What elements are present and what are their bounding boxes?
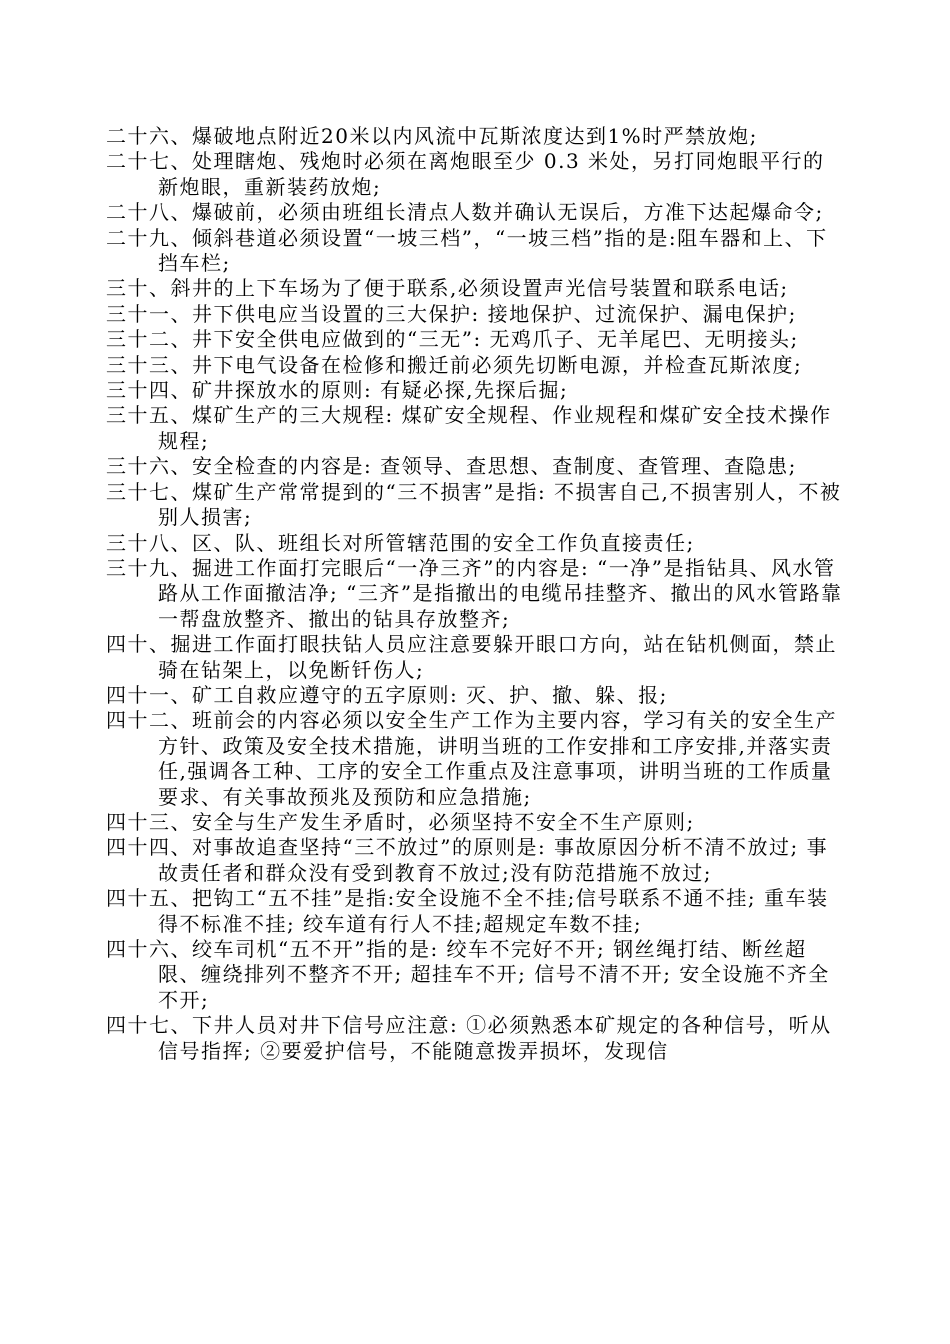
item-number: 二十六、	[106, 124, 192, 148]
list-item	[106, 200, 846, 225]
item-number: 二十八、	[106, 200, 192, 225]
item-number: 四十一、	[106, 682, 192, 707]
item-number: 三十五、	[106, 403, 192, 428]
list-item	[106, 632, 846, 683]
item-text: 爆破前，必须由班组长清点人数并确认无误后，方准下达起爆命令;	[192, 200, 824, 225]
list-item	[106, 835, 846, 886]
item-text: 安全与生产发生矛盾时，必须坚持不安全不生产原则;	[192, 809, 695, 834]
list-item	[106, 302, 846, 327]
item-number: 三十二、	[106, 327, 192, 352]
list-item	[106, 353, 846, 378]
item-text: 对事故追查坚持“三不放过”的原则是: 事故原因分析不清不放过; 事故责任者和群众没有受到教育不放过;没有防范措施不放过;	[158, 835, 829, 885]
list-item	[106, 556, 846, 632]
item-number: 三十、	[106, 276, 171, 301]
list-item	[106, 226, 846, 277]
item-number: 三十八、	[106, 530, 192, 555]
item-text: 绞车司机“五不开”指的是: 绞车不完好不开; 钢丝绳打结、断丝超限、缠绕排列不整齐不开; 超挂车不开; 信号不清不开; 安全设施不齐全不开;	[158, 937, 830, 1012]
item-text: 煤矿生产常常提到的“三不损害”是指: 不损害自己,不损害别人，不被别人损害;	[158, 479, 842, 530]
item-number: 三十一、	[106, 301, 192, 326]
item-text: 煤矿生产的三大规程: 煤矿安全规程、作业规程和煤矿安全技术操作规程;	[158, 403, 832, 453]
list-item	[106, 124, 846, 149]
item-text: 掘进工作面打眼扶钻人员应注意要躲开眼口方向，站在钻机侧面，禁止骑在钻架上，以免断钎伤人;	[158, 632, 837, 682]
list-item	[106, 708, 846, 810]
list-item	[106, 1013, 846, 1064]
item-text: 矿工自救应遵守的五字原则: 灭、护、撤、躲、报;	[192, 682, 668, 707]
item-number: 四十四、	[106, 835, 192, 860]
list-item	[106, 149, 846, 200]
item-number: 四十三、	[106, 809, 192, 834]
item-number: 三十四、	[106, 378, 192, 403]
item-number: 四十七、	[106, 1013, 192, 1038]
list-item	[106, 683, 846, 708]
list-item	[106, 937, 846, 1013]
item-number: 四十二、	[106, 708, 192, 733]
list-item	[106, 480, 846, 531]
list-item	[106, 810, 846, 835]
list-item	[106, 886, 846, 937]
item-text: 井下供电应当设置的三大保护: 接地保护、过流保护、漏电保护;	[192, 301, 797, 326]
item-number: 四十五、	[106, 886, 192, 911]
item-text: 把钩工“五不挂”是指:安全设施不全不挂;信号联系不通不挂; 重车装得不标准不挂; 绞车道有行人不挂;超规定车数不挂;	[158, 886, 829, 936]
item-text: 井下安全供电应做到的“三无”: 无鸡爪子、无羊尾巴、无明接头;	[192, 327, 799, 352]
list-item	[106, 327, 846, 352]
item-text: 区、队、班组长对所管辖范围的安全工作负直接责任;	[192, 530, 695, 555]
item-text: 掘进工作面打完眼后“一净三齐”的内容是: “一净”是指钻具、风水管路从工作面撤洁净; “三齐”是指撤出的电缆吊挂整齐、撤出的风水管路靠一帮盘放整齐、撤出的钻具存放整齐;	[158, 555, 843, 631]
item-number: 三十六、	[106, 454, 192, 479]
item-text: 处理瞎炮、残炮时必须在离炮眼至少 0.3 米处，另打同炮眼平行的新炮眼，重新装药放炮;	[158, 149, 825, 199]
list-item	[106, 454, 846, 479]
list-item	[106, 378, 846, 403]
item-number: 二十九、	[106, 225, 192, 250]
item-text: 班前会的内容必须以安全生产工作为主要内容，学习有关的安全生产方针、政策及安全技术措施，讲明当班的工作安排和工序安排,并落实责任,强调各工种、工序的安全工作重点及注意事项，讲明当班的工作质量要求、有关事故预兆及预防和应急措施;	[158, 708, 837, 809]
item-number: 三十七、	[106, 479, 192, 504]
item-number: 三十九、	[106, 555, 192, 580]
item-text: 下井人员对井下信号应注意: ①必须熟悉本矿规定的各种信号，听从信号指挥; ②要爱护信号，不能随意拨弄损坏，发现信	[158, 1013, 832, 1063]
regulation-list	[106, 124, 846, 1064]
item-text: 矿井探放水的原则: 有疑必探,先探后掘;	[192, 378, 569, 403]
list-item	[106, 276, 846, 301]
item-number: 二十七、	[106, 149, 192, 174]
item-text: 斜井的上下车场为了便于联系,必须设置声光信号装置和联系电话;	[170, 276, 789, 301]
item-text: 安全检查的内容是: 查领导、查思想、查制度、查管理、查隐患;	[192, 454, 797, 479]
item-text: 井下电气设备在检修和搬迁前必须先切断电源，并检查瓦斯浓度;	[192, 352, 803, 377]
item-text: 倾斜巷道必须设置“一坡三档”，“一坡三档”指的是:阻车器和上、下挡车栏;	[158, 225, 828, 276]
list-item	[106, 403, 846, 454]
list-item	[106, 531, 846, 556]
item-number: 三十三、	[106, 352, 192, 377]
item-number: 四十六、	[106, 937, 192, 961]
item-number: 四十、	[106, 632, 171, 657]
item-text: 爆破地点附近20米以内风流中瓦斯浓度达到1%时严禁放炮;	[192, 124, 758, 148]
